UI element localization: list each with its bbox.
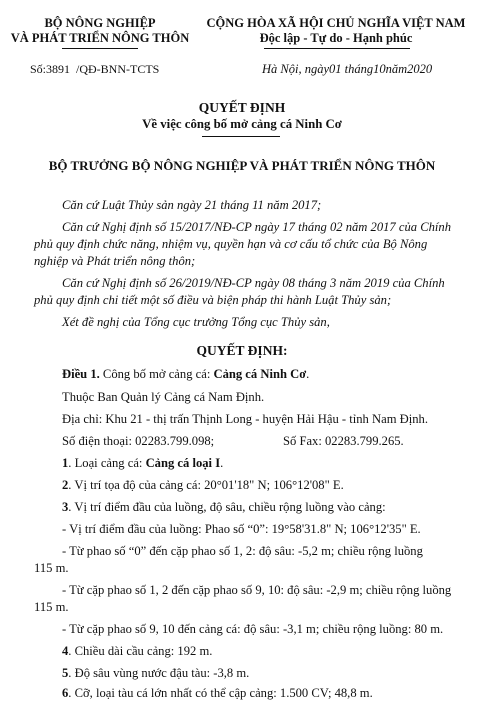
country-name: CỘNG HÒA XÃ HỘI CHỦ NGHĨA VIỆT NAM bbox=[206, 16, 466, 30]
item-2-number: 2 bbox=[62, 478, 69, 492]
basis-decree-26-line2: phủ quy định chi tiết một số điều và biện pháp thi hành Luật Thủy sản; bbox=[34, 293, 392, 307]
document-number-value: 3891 bbox=[46, 62, 71, 76]
country-motto: Độc lập - Tự do - Hạnh phúc bbox=[259, 31, 413, 45]
ministry-underline bbox=[62, 48, 138, 49]
item-3-number: 3 bbox=[62, 500, 69, 514]
document-number-suffix: /QĐ-BNN-TCTS bbox=[76, 62, 160, 76]
document-number bbox=[30, 62, 159, 77]
article-1-label: Điều 1. bbox=[62, 367, 100, 381]
item-1-text: . Loại cảng cá: bbox=[68, 456, 146, 470]
item-2-text: . Vị trí tọa độ của cảng cá: 20°01'18" N; 106°12'08" E. bbox=[68, 478, 344, 492]
channel-start-point: - Vị trí điểm đầu của luồng: Phao số “0”: 19°58'31.8" N; 106°12'35" E. bbox=[62, 522, 421, 536]
fax-number: Số Fax: 02283.799.265. bbox=[283, 434, 404, 448]
motto-underline bbox=[264, 48, 410, 49]
channel-segment-2-line2: 115 m. bbox=[34, 600, 69, 614]
article-1-dot: . bbox=[306, 367, 310, 381]
subject-underline bbox=[202, 136, 280, 137]
item-2-coordinates bbox=[62, 477, 344, 494]
channel-segment-1-line1: - Từ phao số “0” đến cặp phao số 1, 2: độ sâu: -5,2 m; chiều rộng luồng bbox=[62, 544, 423, 558]
channel-segment-1-line2: 115 m. bbox=[34, 561, 69, 575]
document-subject: Về việc công bố mở cảng cá Ninh Cơ bbox=[142, 117, 342, 131]
channel-segment-3: - Từ cặp phao số 9, 10 đến cảng cá: độ sâu: -3,1 m; chiều rộng luồng: 80 m. bbox=[62, 622, 444, 636]
article-1 bbox=[62, 366, 309, 383]
phone-number: Số điện thoại: 02283.799.098; bbox=[62, 434, 215, 448]
item-4-wharf-length bbox=[62, 643, 212, 660]
item-1-port-type bbox=[62, 455, 223, 472]
management-unit: Thuộc Ban Quản lý Cảng cá Nam Định. bbox=[62, 390, 265, 404]
item-3-channel bbox=[62, 499, 386, 516]
issuing-authority: BỘ TRƯỞNG BỘ NÔNG NGHIỆP VÀ PHÁT TRIỂN NÔNG THÔN bbox=[48, 158, 436, 173]
item-6-max-vessel bbox=[62, 685, 373, 702]
document-date: Hà Nội, ngày01 tháng10năm2020 bbox=[262, 62, 433, 76]
article-1-text: Công bố mở cảng cá: bbox=[99, 367, 214, 381]
item-1-dot: . bbox=[220, 456, 224, 470]
item-1-value: Cảng cá loại I bbox=[145, 456, 221, 470]
item-4-number: 4 bbox=[62, 644, 69, 658]
item-5-number: 5 bbox=[62, 666, 69, 680]
channel-segment-2-line1: - Từ cặp phao số 1, 2 đến cặp phao số 9, 10: độ sâu: -2,9 m; chiều rộng luồng bbox=[62, 583, 452, 597]
item-6-text: . Cỡ, loại tàu cá lớn nhất có thể cập cảng: 1.500 CV; 48,8 m. bbox=[68, 686, 373, 700]
document-title: QUYẾT ĐỊNH bbox=[198, 100, 286, 115]
document-number-prefix: Số: bbox=[30, 62, 47, 76]
basis-decree-15-line2: phủ quy định chức năng, nhiệm vụ, quyền hạn và cơ cấu tổ chức của Bộ Nông bbox=[34, 237, 428, 251]
item-1-number: 1 bbox=[62, 456, 69, 470]
item-4-text: . Chiều dài cầu cảng: 192 m. bbox=[68, 644, 213, 658]
basis-decree-26-line1: Căn cứ Nghị định số 26/2019/NĐ-CP ngày 08 tháng 3 năm 2019 của Chính bbox=[62, 276, 445, 290]
item-5-text: . Độ sâu vùng nước đậu tàu: -3,8 m. bbox=[68, 666, 250, 680]
port-name: Cảng cá Ninh Cơ bbox=[213, 367, 307, 381]
ministry-name-line1: BỘ NÔNG NGHIỆP bbox=[44, 16, 156, 30]
decides-heading: QUYẾT ĐỊNH: bbox=[196, 343, 288, 358]
basis-decree-15-line1: Căn cứ Nghị định số 15/2017/NĐ-CP ngày 17 tháng 02 năm 2017 của Chính bbox=[62, 220, 451, 234]
basis-decree-15-line3: nghiệp và Phát triển nông thôn; bbox=[34, 254, 196, 268]
port-address: Địa chỉ: Khu 21 - thị trấn Thịnh Long - huyện Hải Hậu - tỉnh Nam Định. bbox=[62, 412, 428, 426]
ministry-name-line2: VÀ PHÁT TRIỂN NÔNG THÔN bbox=[10, 31, 190, 45]
item-5-anchorage-depth bbox=[62, 665, 249, 682]
basis-law: Căn cứ Luật Thủy sản ngày 21 tháng 11 năm 2017; bbox=[62, 198, 322, 212]
item-6-number: 6 bbox=[62, 686, 69, 700]
basis-proposal: Xét đề nghị của Tổng cục trưởng Tổng cục Thủy sản, bbox=[62, 315, 330, 329]
item-3-text: . Vị trí điểm đầu của luồng, độ sâu, chiều rộng luồng vào cảng: bbox=[68, 500, 386, 514]
